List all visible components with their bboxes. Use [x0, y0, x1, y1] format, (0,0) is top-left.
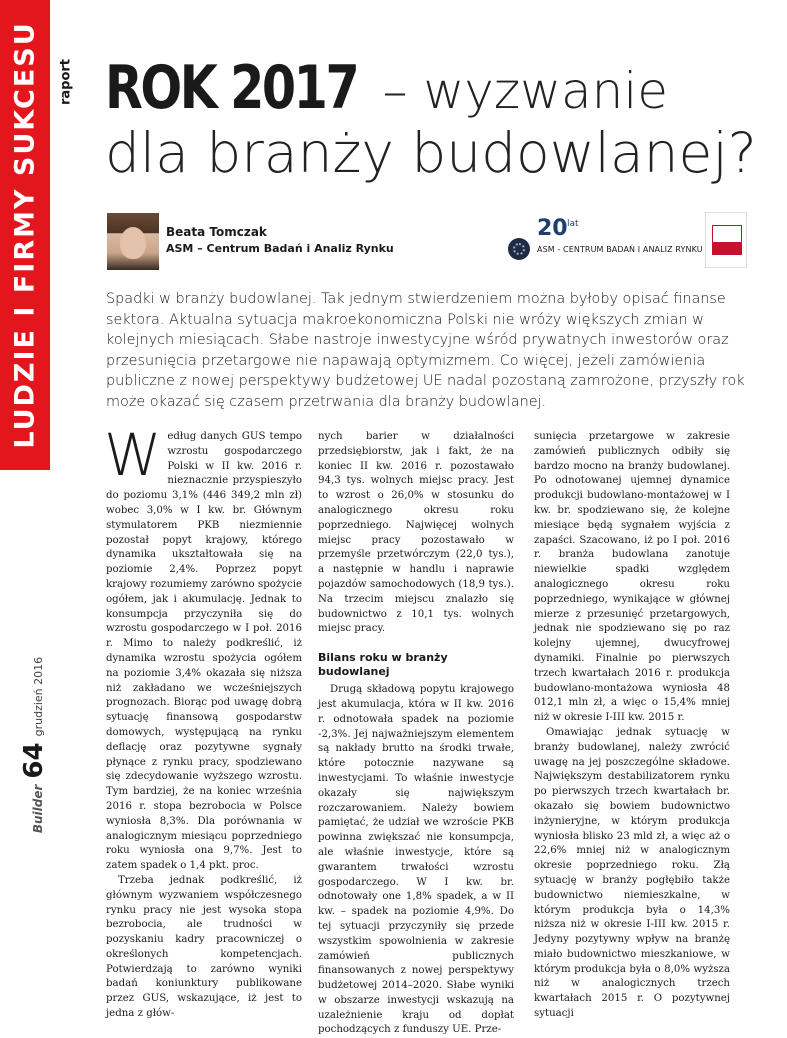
author-info [166, 225, 394, 255]
article-body [104, 421, 746, 1036]
asm-logo [505, 216, 703, 264]
issue-date: grudzień 2016 [32, 656, 45, 737]
asm-emblem-icon [508, 238, 530, 260]
page-footer [19, 657, 49, 833]
paragraph: Trzeba jednak podkreślić, iż głównym wyzwaniem współczesnego rynku pracy nie jest wysoka stopa bezrobocia, ale trudności w pozyskaniu kadry pracowniczej o określonych kompetencjach. Potwierdzają to zarówno wyniki badań koniunktury publikowane przez GUS, wskazujące, iż jest to jedna z głów- [106, 874, 302, 1020]
title-light: – wyzwanie [366, 62, 668, 120]
title-bold: ROK 2017 [105, 53, 358, 123]
author-name: Beata Tomczak [166, 225, 267, 239]
title-line-2: dla branży budowlanej? [105, 121, 757, 185]
paragraph: sunięcia przetargowe w zakresie zamówień publicznych odbiły się bardzo mocno na branży budowlanej. Po odnotowanej ujemnej dynamice produkcji budowlano-montażowej w I kw. br. spodziewano się, że kolejne miesiące będą sygnałem wyjścia z zapaści. Szacowano, iż po I poł. 2016 r. branża budowlana zanotuje niewielkie spadki względem analogicznego okresu roku poprzedniego, wynikające w głównej mierze z przesunięć przetargowych, jednak nie spodziewano się po raz kolejny ujemnej, dwucyfrowej dynamiki. Finalnie po pierwszych trzech kwartałach 2016 r. produkcja budowlano-montażowa wyniosła 48 012,1 mln zł, a więc o 15,4% mniej niż w okresie I-III kw. 2015 r. [534, 431, 730, 724]
section-strip [0, 0, 50, 470]
paragraph [104, 421, 302, 874]
article-lead [106, 289, 746, 412]
lead-paragraph: Spadki w branży budowlanej. Tak jednym stwierdzeniem można byłoby opisać finanse sektora. Aktualna sytuacja makroekonomiczna Polski nie wróży większych zmian w kolejnych miesiącach. Słabe nastroje inwestycyjne wśród prywatnych inwestorów oraz przesunięcia przetargowe nie napawają optymizmem. Co więcej, jeżeli zamówienia publiczne z nowej perspektywy budżetowej UE nadal pozostaną zamrożone, przyszły rok może okazać się czasem przetrwania dla branży budowlanej. [106, 291, 745, 410]
magazine-brand: Builder [31, 784, 45, 834]
section-subheading: Bilans roku w branży budowlanej [318, 651, 448, 679]
title-line-1 [105, 53, 765, 123]
paragraph: Drugą składową popytu krajowego jest akumulacja, która w II kw. 2016 r. odnotowała spadek na poziomie -2,3%. Jej najważniejszym elementem są nakłady brutto na środki trwałe, które potocznie nazywane są inwestycjami. To właśnie inwestycje okazały się największym rozczarowaniem. Należy bowiem pamiętać, że udział we wzroście PKB powinna zwiększać nie konsumpcja, ale właśnie inwestycje, które są gwarantem trwałości wzrostu gospodarczego. W I kw. br. odnotowały one 1,8% spadek, a w II kw. – spadek na poziomie 4,9%. Do tej sytuacji przyczyniły się przede wszystkim spowolnienia w zakresie zamówień publicznych finansowanych z nowej perspektywy budżetowej 2014–2020. Słabe wyniki w obszarze inwestycji wskazują na uzależnienie kraju od dopłat pochodzących z funduszy UE. Prze- [318, 684, 514, 1036]
column-1 [104, 421, 302, 1022]
author-organization: ASM – Centrum Badań i Analiz Rynku [166, 242, 394, 255]
column-3 [534, 430, 730, 1022]
paragraph: nych barier w działalności przedsiębiorstw, jak i fakt, że na koniec II kw. 2016 r. pozostawało 94,3 tys. wolnych miejsc pracy. Jest to wzrost o 26,0% w stosunku do analogicznego okresu roku poprzedniego. Najwięcej wolnych miejsc pracy pozostawało w przemyśle przetwórczym (22,0 tys.), a następnie w handlu i naprawie pojazdów samochodowych (18,9 tys.). Na trzecim miejscu znalazło się budownictwo z 10,1 tys. wolnych miejsc pracy. [318, 431, 514, 635]
award-badge-icon [705, 212, 747, 268]
section-label: LUDZIE I FIRMY SUKCESU [9, 21, 41, 449]
page-number: 64 [19, 742, 49, 779]
category-label: raport [58, 58, 74, 106]
author-photo [107, 213, 159, 270]
article-title [105, 53, 765, 185]
logo-text: ASM - CENTRUM BADAŃ I ANALIZ RYNKU [537, 245, 703, 254]
logo-anniversary-unit: lat [567, 219, 579, 229]
paragraph-text: edług danych GUS tempo wzrostu gospodarczego Polski w II kw. 2016 r. nieznacznie przyspieszyło do poziomu 3,1% (446 349,2 mln zł) wobec 3,0% w I kw. br. Głównym stymulatorem PKB niezmiennie pozostał popyt krajowy, którego dynamika ukształtowała się na poziomie 2,4%. Poprzez popyt krajowy rozumiemy zarówno spożycie ogółem, jak i akumulację. Jednak to konsumpcja przyczyniła się do wzrostu gospodarczego w I poł. 2016 r. Mimo to należy podkreślić, iż dynamika wzrostu spożycia ogółem na poziomie 3,4% okazała się niższa niż zakładano we wcześniejszych prognozach. Biorąc pod uwagę dobrą sytuację finansową gospodarstw domowych, występującą na rynku deflację oraz pozytywne sygnały płynące z rynku pracy, spodziewano się zdecydowanie wyższego wzrostu. Tym bardziej, że na koniec września 2016 r. stopa bezrobocia w Polsce wyniosła 8,3%. Dla porównania w analogicznym miesiącu poprzedniego roku wyniosła ona 9,7%. Jest to zatem spadek o 1,4 pkt. proc. [106, 431, 302, 872]
drop-cap: W [104, 421, 162, 489]
logo-anniversary-number: 20 [537, 216, 568, 241]
column-2 [318, 430, 514, 1038]
paragraph: Omawiając jednak sytuację w branży budowlanej, należy zwrócić uwagę na jej poszczególne składowe. Największym destabilizatorem rynku po pierwszych trzech kwartałach br. okazało się bowiem budownictwo inżynieryjne, w którym produkcja wyniosła blisko 23 mld zł, a więc aż o 22,6% mniej niż w analogicznym okresie poprzedniego roku. Złą sytuację w branży pogłębiło także budownictwo niemieszkalne, w którym produkcja była o 14,3% niższa niż w okresie I-III kw. 2015 r. Jedyny pozytywny wpływ na branżę miało budownictwo mieszkaniowe, w którym produkcja była o 8,0% wyższa niż w analogicznych trzech kwartałach 2015 r. O pozytywnej sytuacji [534, 726, 730, 1020]
